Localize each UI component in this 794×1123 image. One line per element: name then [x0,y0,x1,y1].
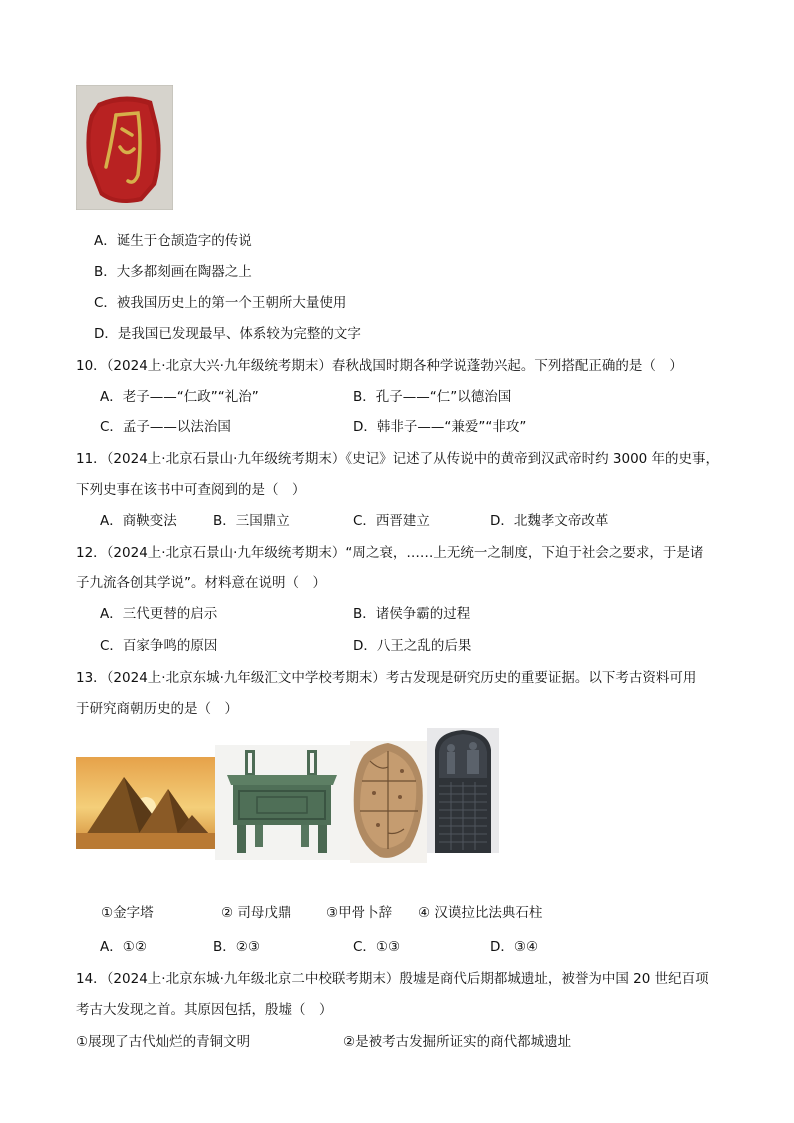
q9-option-c: C．被我国历史上的第一个王朝所大量使用 [94,295,347,311]
oracle-bone-image [350,741,427,863]
q10-option-b: B．孔子——“仁”以德治国 [353,389,512,405]
pyramids-image [76,757,215,849]
q14-stem-line2: 考古大发现之首。其原因包括，殷墟（ ） [76,1002,333,1018]
q12-option-a: A．三代更替的启示 [100,606,218,622]
q10-option-d: D．韩非子——“兼爱”“非攻” [353,419,527,435]
q14-stem-line1: 14．（2024上·北京东城·九年级北京二中校联考期末）殷墟是商代后期都城遗址，被誉为中国 20 世纪百项 [76,971,709,987]
q13-option-b: B．②③ [213,939,260,955]
q11-option-c: C．西晋建立 [353,513,430,529]
q11-stem-line2: 下列史事在该书中可查阅到的是（ ） [76,482,306,498]
q13-option-d: D．③④ [490,939,539,955]
q10-option-c: C．孟子——以法治国 [100,419,231,435]
hammurabi-stele-image [427,728,499,853]
q13-stem-line1: 13．（2024上·北京东城·九年级汇文中学校考期末）考古发现是研究历史的重要证据。以下考古资料可用 [76,670,697,686]
q11-option-d: D．北魏孝文帝改革 [490,513,609,529]
q12-option-c: C．百家争鸣的原因 [100,638,218,654]
oracle-character-tile-image [76,85,173,210]
q13-option-c: C．①③ [353,939,401,955]
q10-stem: 10．（2024上·北京大兴·九年级统考期末）春秋战国时期各种学说蓬勃兴起。下列搭配正确的是（ ） [76,358,683,374]
q14-item-2: ②是被考古发掘所证实的商代都城遗址 [343,1034,572,1050]
q9-option-d: D．是我国已发现最早、体系较为完整的文字 [94,326,361,342]
q13-stem-line2: 于研究商朝历史的是（ ） [76,701,238,717]
q12-stem-line2: 子九流各创其学说”。材料意在说明（ ） [76,575,326,591]
q12-option-b: B．诸侯争霸的过程 [353,606,471,622]
q12-option-d: D．八王之乱的后果 [353,638,472,654]
q13-caption-1: ①金字塔 [101,905,154,921]
q13-caption-3: ③甲骨卜辞 [326,905,393,921]
q11-stem-line1: 11．（2024上·北京石景山·九年级统考期末）《史记》记述了从传说中的黄帝到汉武帝时约 3000 年的史事， [76,451,720,467]
q13-caption-4: ④ 汉谟拉比法典石柱 [418,905,543,921]
q9-option-b: B．大多都刻画在陶器之上 [94,264,252,280]
q12-stem-line1: 12．（2024上·北京石景山·九年级统考期末）“周之衰，……上无统一之制度，下迫于社会之要求，于是诸 [76,545,704,561]
q11-option-b: B．三国鼎立 [213,513,290,529]
q10-option-a: A．老子——“仁政”“礼治” [100,389,259,405]
simuwu-ding-image [215,745,350,860]
q9-option-a: A．诞生于仓颉造字的传说 [94,233,252,249]
q13-caption-2: ② 司母戊鼎 [221,905,292,921]
q11-option-a: A．商鞅变法 [100,513,177,529]
q14-item-1: ①展现了古代灿烂的青铜文明 [76,1034,251,1050]
q13-option-a: A．①② [100,939,147,955]
